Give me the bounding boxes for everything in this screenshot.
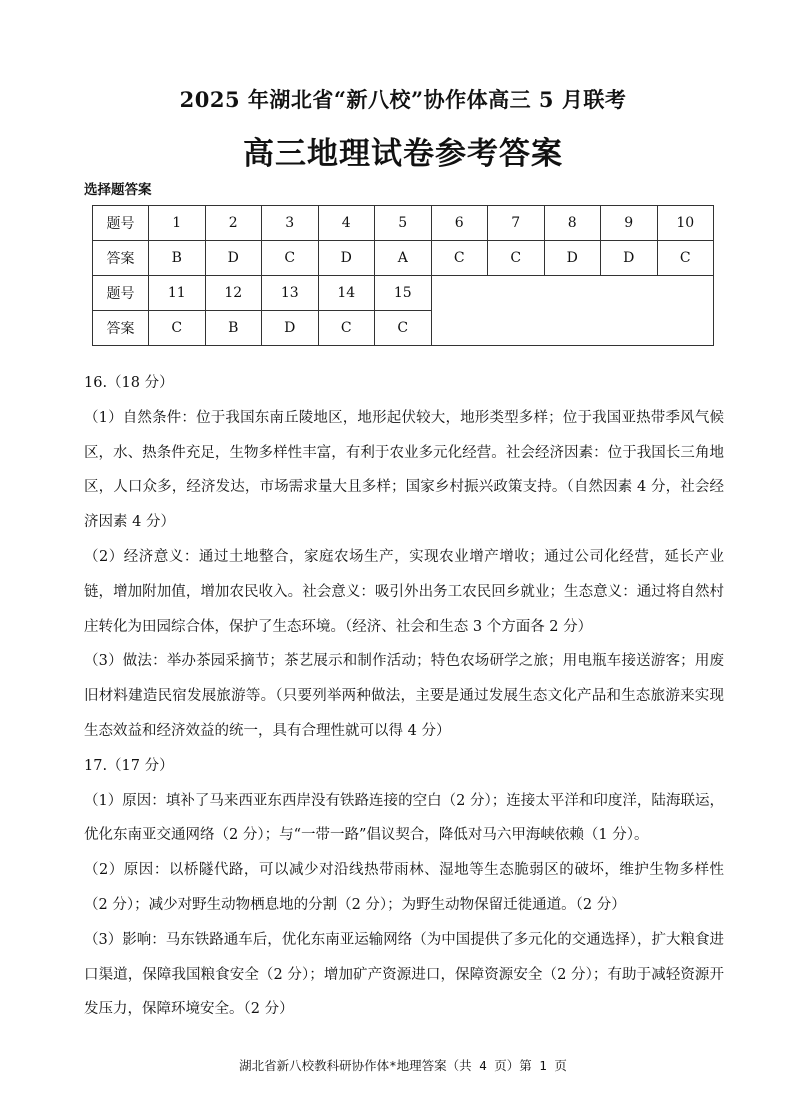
answer-cell: C	[318, 311, 375, 346]
answer-cell: C	[375, 311, 432, 346]
table-row	[93, 206, 714, 241]
question-number-cell: 4	[318, 206, 375, 241]
question-number-cell: 10	[657, 206, 714, 241]
row-header-number: 题号	[93, 276, 149, 311]
question-number-cell: 9	[601, 206, 658, 241]
row-header-answer: 答案	[93, 311, 149, 346]
question-17-part-3: （3）影响：马东铁路通车后，优化东南亚运输网络（为中国提供了多元化的交通选择），扩大粮食进口渠道，保障我国粮食安全（2 分）；增加矿产资源进口，保障资源安全（2 分）；有助于减轻资源开发压力，保障环境安全。（2 分）	[84, 931, 724, 1018]
row-header-number: 题号	[93, 206, 149, 241]
answer-cell: D	[601, 241, 658, 276]
answer-cell: C	[657, 241, 714, 276]
answer-body	[84, 366, 724, 1027]
table-row	[93, 241, 714, 276]
question-number-cell: 7	[488, 206, 545, 241]
question-16-part-2: （2）经济意义：通过土地整合，家庭农场生产，实现农业增产增收；通过公司化经营，延长产业链，增加附加值，增加农民收入。社会意义：吸引外出务工农民回乡就业；生态意义：通过将自然村庄转化为田园综合体，保护了生态环境。（经济、社会和生态 3 个方面各 2 分）	[84, 548, 724, 635]
question-number-cell: 13	[262, 276, 319, 311]
choice-answer-table	[92, 205, 714, 346]
question-number-cell: 6	[431, 206, 488, 241]
answer-cell: C	[488, 241, 545, 276]
answer-cell: D	[262, 311, 319, 346]
question-16-part-1: （1）自然条件：位于我国东南丘陵地区，地形起伏较大，地形类型多样；位于我国亚热带季风气候区，水、热条件充足，生物多样性丰富，有利于农业多元化经营。社会经济因素：位于我国长三角地区，人口众多，经济发达，市场需求量大且多样；国家乡村振兴政策支持。（自然因素 4 分，社会经济因素 4 分）	[84, 409, 724, 531]
document-subtitle: 高三地理试卷参考答案	[243, 136, 563, 172]
question-number-cell: 5	[375, 206, 432, 241]
answer-cell: C	[262, 241, 319, 276]
answer-cell: D	[544, 241, 601, 276]
answer-cell: C	[149, 311, 206, 346]
question-number-cell: 11	[149, 276, 206, 311]
question-17-part-2: （2）原因：以桥隧代路，可以减少对沿线热带雨林、湿地等生态脆弱区的破坏，维护生物多样性（2 分）；减少对野生动物栖息地的分割（2 分）；为野生动物保留迁徙通道。（2 分）	[84, 862, 724, 913]
question-number-cell: 1	[149, 206, 206, 241]
question-number-cell: 3	[262, 206, 319, 241]
question-17-heading: 17.（17 分）	[84, 757, 174, 774]
question-number-cell: 12	[205, 276, 262, 311]
answer-cell: B	[149, 241, 206, 276]
question-16-heading: 16.（18 分）	[84, 375, 174, 391]
choice-answers-label: 选择题答案	[84, 182, 152, 198]
question-17-part-1: （1）原因：填补了马来西亚东西岸没有铁路连接的空白（2 分）；连接太平洋和印度洋，陆海联运，优化东南亚交通网络（2 分）；与“一带一路”倡议契合，降低对马六甲海峡依赖（1 分）。	[84, 792, 724, 844]
exam-title: 2025 年湖北省“新八校”协作体高三 5 月联考	[179, 87, 627, 112]
question-number-cell: 15	[375, 276, 432, 311]
question-16-part-3: （3）做法：举办茶园采摘节；茶艺展示和制作活动；特色农场研学之旅；用电瓶车接送游客；用废旧材料建造民宿发展旅游等。（只要列举两种做法，主要是通过发展生态文化产品和生态旅游来实现生态效益和经济效益的统一，具有合理性就可以得 4 分）	[84, 653, 724, 739]
question-number-cell: 8	[544, 206, 601, 241]
answer-cell: C	[431, 241, 488, 276]
question-number-cell: 2	[205, 206, 262, 241]
empty-table-area	[431, 276, 714, 346]
question-number-cell: 14	[318, 276, 375, 311]
row-header-answer: 答案	[93, 241, 149, 276]
answer-cell: B	[205, 311, 262, 346]
table-row	[93, 276, 714, 311]
answer-cell: D	[205, 241, 262, 276]
answer-cell: A	[375, 241, 432, 276]
page-footer: 湖北省新八校教科研协作体*地理答案（共 4 页）第 1 页	[239, 1058, 567, 1073]
answer-cell: D	[318, 241, 375, 276]
